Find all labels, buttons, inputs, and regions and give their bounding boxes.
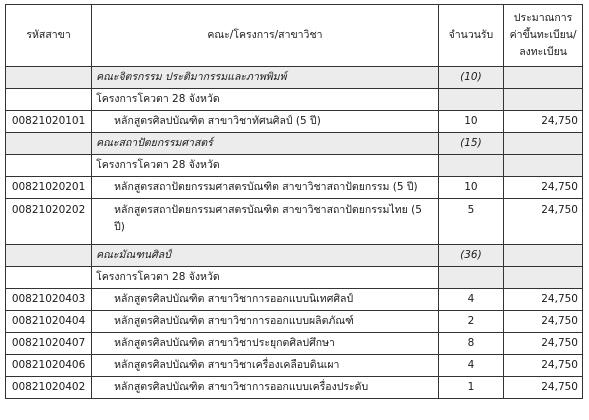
faculty-code-blank — [6, 245, 92, 267]
faculty-fee-blank — [504, 245, 583, 267]
program-seats: 4 — [438, 289, 503, 311]
faculty-row — [6, 67, 583, 89]
faculty-code-blank — [6, 67, 92, 89]
project-code-blank — [6, 267, 92, 289]
faculty-name: คณะจิตรกรรม ประติมากรรมและภาพพิมพ์ — [92, 67, 439, 89]
header-code: รหัสสาขา — [6, 5, 92, 67]
program-code: 00821020403 — [6, 289, 92, 311]
program-fee: 24,750 — [504, 111, 583, 133]
program-code: 00821020202 — [6, 199, 92, 245]
program-code: 00821020406 — [6, 355, 92, 377]
program-row — [6, 199, 583, 245]
project-code-blank — [6, 89, 92, 111]
project-fee-blank — [504, 89, 583, 111]
project-seats-blank — [438, 155, 503, 177]
project-code-blank — [6, 155, 92, 177]
faculty-fee-blank — [504, 133, 583, 155]
program-fee: 24,750 — [504, 199, 583, 245]
faculty-count: (15) — [438, 133, 503, 155]
project-row — [6, 89, 583, 111]
project-seats-blank — [438, 267, 503, 289]
program-name: หลักสูตรสถาปัตยกรรมศาสตรบัณฑิต สาขาวิชาสถาปัตยกรรม (5 ปี) — [92, 177, 439, 199]
table-header-row — [6, 5, 583, 67]
project-row — [6, 155, 583, 177]
project-fee-blank — [504, 155, 583, 177]
program-code: 00821020101 — [6, 111, 92, 133]
program-name: หลักสูตรศิลปบัณฑิต สาขาวิชาการออกแบบเครื่องประดับ — [92, 377, 439, 399]
program-seats: 8 — [438, 333, 503, 355]
program-fee: 24,750 — [504, 289, 583, 311]
faculty-row — [6, 133, 583, 155]
program-row — [6, 177, 583, 199]
program-code: 00821020402 — [6, 377, 92, 399]
program-fee: 24,750 — [504, 355, 583, 377]
faculty-code-blank — [6, 133, 92, 155]
program-seats: 1 — [438, 377, 503, 399]
program-code: 00821020404 — [6, 311, 92, 333]
program-seats: 10 — [438, 177, 503, 199]
faculty-name: คณะมัณฑนศิลป์ — [92, 245, 439, 267]
program-fee: 24,750 — [504, 177, 583, 199]
project-seats-blank — [438, 89, 503, 111]
header-seats: จำนวนรับ — [438, 5, 503, 67]
program-seats: 4 — [438, 355, 503, 377]
table-body — [6, 67, 583, 399]
program-row — [6, 377, 583, 399]
program-row — [6, 289, 583, 311]
admission-table — [5, 4, 583, 399]
header-fee: ประมาณการ ค่าขึ้นทะเบียน/ ลงทะเบียน — [504, 5, 583, 67]
program-code: 00821020407 — [6, 333, 92, 355]
faculty-count: (10) — [438, 67, 503, 89]
program-seats: 10 — [438, 111, 503, 133]
project-name: โครงการโควตา 28 จังหวัด — [92, 89, 439, 111]
program-row — [6, 333, 583, 355]
faculty-fee-blank — [504, 67, 583, 89]
project-row — [6, 267, 583, 289]
program-name: หลักสูตรศิลปบัณฑิต สาขาวิชาทัศนศิลป์ (5 ปี) — [92, 111, 439, 133]
faculty-name: คณะสถาปัตยกรรมศาสตร์ — [92, 133, 439, 155]
project-name: โครงการโควตา 28 จังหวัด — [92, 155, 439, 177]
program-seats: 5 — [438, 199, 503, 245]
program-fee: 24,750 — [504, 377, 583, 399]
program-fee: 24,750 — [504, 333, 583, 355]
faculty-row — [6, 245, 583, 267]
program-code: 00821020201 — [6, 177, 92, 199]
program-seats: 2 — [438, 311, 503, 333]
program-fee: 24,750 — [504, 311, 583, 333]
program-row — [6, 311, 583, 333]
program-name: หลักสูตรศิลปบัณฑิต สาขาวิชาเครื่องเคลือบดินเผา — [92, 355, 439, 377]
program-name: หลักสูตรศิลปบัณฑิต สาขาวิชาการออกแบบผลิตภัณฑ์ — [92, 311, 439, 333]
program-name: หลักสูตรสถาปัตยกรรมศาสตรบัณฑิต สาขาวิชาสถาปัตยกรรมไทย (5 ปี) — [92, 199, 439, 245]
faculty-count: (36) — [438, 245, 503, 267]
project-fee-blank — [504, 267, 583, 289]
project-name: โครงการโควตา 28 จังหวัด — [92, 267, 439, 289]
header-program: คณะ/โครงการ/สาขาวิชา — [92, 5, 439, 67]
program-name: หลักสูตรศิลปบัณฑิต สาขาวิชาประยุกตศิลปศึกษา — [92, 333, 439, 355]
program-row — [6, 355, 583, 377]
program-name: หลักสูตรศิลปบัณฑิต สาขาวิชาการออกแบบนิเทศศิลป์ — [92, 289, 439, 311]
program-row — [6, 111, 583, 133]
